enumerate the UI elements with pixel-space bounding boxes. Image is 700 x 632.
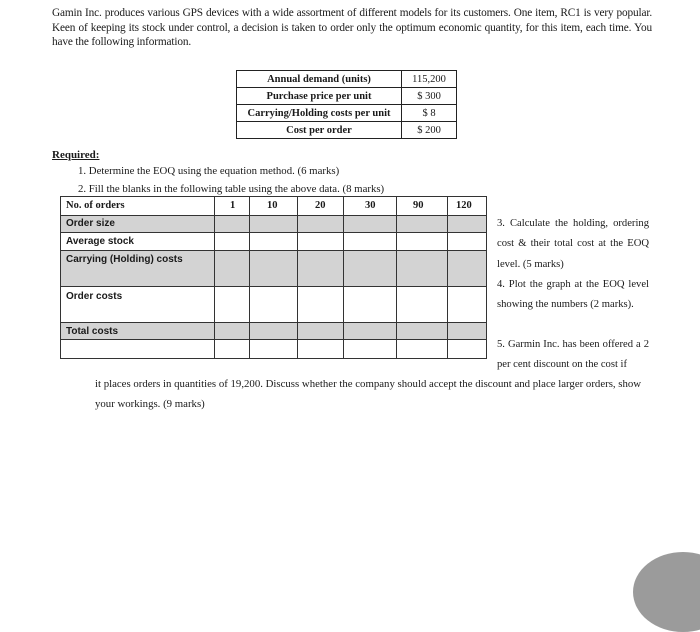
question-5-start	[497, 335, 649, 376]
info-label: Purchase price per unit	[237, 88, 402, 105]
info-value: $ 8	[402, 105, 457, 122]
question-3	[497, 214, 649, 275]
info-value: 115,200	[402, 71, 457, 88]
grid-line	[60, 286, 487, 287]
grid-line	[486, 196, 487, 359]
question-1: 1. Determine the EOQ using the equation method. (6 marks)	[78, 165, 340, 177]
row-label: Total costs	[66, 326, 119, 337]
shaded-row	[60, 215, 487, 232]
column-header: 30	[365, 200, 376, 211]
question-5-start-text: 5. Garmin Inc. has been offered a 2 per cent discount on the cost if	[497, 339, 649, 371]
question-2: 2. Fill the blanks in the following table using the above data. (8 marks)	[78, 183, 385, 195]
info-label: Cost per order	[237, 122, 402, 139]
grid-line	[60, 322, 487, 323]
row-label: Average stock	[66, 236, 134, 247]
grid-line	[297, 196, 298, 359]
question-4	[497, 275, 649, 316]
table-row	[237, 122, 457, 139]
column-header: 1	[230, 200, 236, 211]
table-row	[237, 88, 457, 105]
corner-shape	[633, 552, 700, 632]
header-label: No. of orders	[66, 200, 125, 211]
shaded-row	[60, 322, 487, 339]
grid-line	[343, 196, 344, 359]
grid-line	[60, 196, 61, 359]
column-header: 20	[315, 200, 326, 211]
info-value: $ 300	[402, 88, 457, 105]
info-label: Annual demand (units)	[237, 71, 402, 88]
question-4-text: 4. Plot the graph at the EOQ level showing the numbers (2 marks).	[497, 279, 649, 311]
row-label: Carrying (Holding) costs	[66, 254, 183, 265]
column-header: 90	[413, 200, 424, 211]
grid-line	[249, 196, 250, 359]
row-label: Order size	[66, 218, 115, 229]
question-5-continued: it places orders in quantities of 19,200. Discuss whether the company should accept the discount and place larger orders, show your workings. (9 marks)	[95, 378, 642, 410]
required-heading: Required:	[52, 149, 100, 161]
info-label: Carrying/Holding costs per unit	[237, 105, 402, 122]
grid-line	[60, 339, 487, 340]
question-3-text: 3. Calculate the holding, ordering cost & their total cost at the EOQ level. (5 marks)	[497, 218, 649, 270]
cost-table	[60, 196, 487, 359]
intro-paragraph: Gamin Inc. produces various GPS devices with a wide assortment of different models for its customers. One item, RC1 is very popular. Keen of keeping its stock under control, a decision is taken to order only the optimum economic quantity, for this item, each time. You have the following information.	[52, 7, 652, 48]
grid-line	[60, 250, 487, 251]
table-row	[237, 71, 457, 88]
column-header: 10	[267, 200, 278, 211]
column-header: 120	[456, 200, 472, 211]
grid-line	[447, 196, 448, 359]
info-table	[236, 70, 457, 139]
grid-line	[60, 232, 487, 233]
row-label: Order costs	[66, 291, 123, 302]
grid-line	[214, 196, 215, 359]
grid-line	[396, 196, 397, 359]
table-row	[237, 105, 457, 122]
grid-line	[60, 358, 487, 359]
grid-line	[60, 196, 487, 197]
grid-line	[60, 215, 487, 216]
info-value: $ 200	[402, 122, 457, 139]
